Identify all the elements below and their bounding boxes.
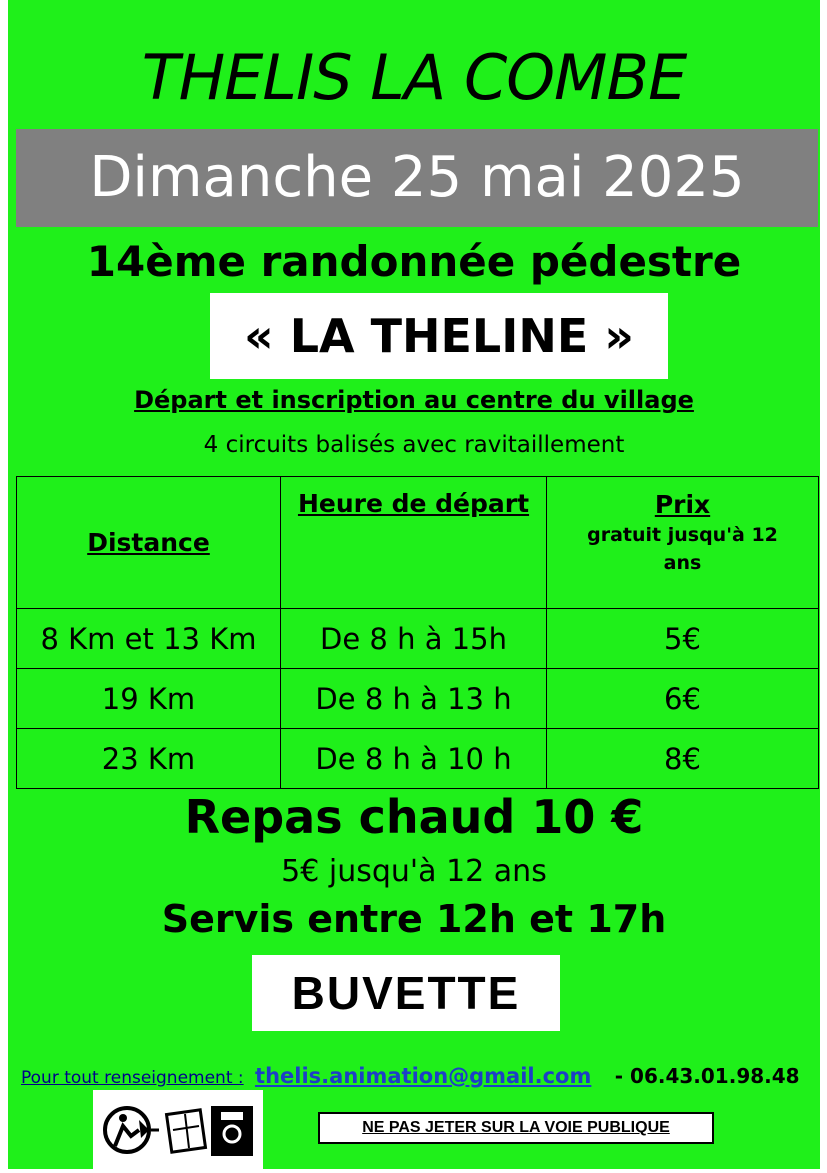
table-row (17, 729, 819, 789)
row-heure: De 8 h à 10 h (281, 729, 547, 789)
header-prix-cell (547, 477, 819, 609)
row-heure: De 8 h à 13 h (281, 669, 547, 729)
triman-icon-graphic (93, 1090, 263, 1169)
row-distance: 19 Km (17, 669, 281, 729)
table-header-row (17, 477, 819, 609)
table-row (17, 609, 819, 669)
start-info: Départ et inscription au centre du village (134, 386, 694, 414)
row-heure: De 8 h à 15h (281, 609, 547, 669)
routes-table (16, 476, 819, 789)
buvette-label: BUVETTE (252, 955, 560, 1031)
meal-title: Repas chaud 10 € (184, 790, 644, 844)
contact-phone: - 06.43.01.98.48 (614, 1064, 800, 1088)
row-distance: 23 Km (17, 729, 281, 789)
header-distance: Distance (17, 477, 281, 609)
row-distance: 8 Km et 13 Km (17, 609, 281, 669)
triman-recycling-icon (93, 1090, 263, 1169)
meal-child-price: 5€ jusqu'à 12 ans (281, 854, 547, 889)
header-prix: Prix (654, 490, 711, 519)
circuits-info: 4 circuits balisés avec ravitaillement (203, 432, 625, 458)
event-date: Dimanche 25 mai 2025 (16, 129, 818, 227)
contact-line (21, 1062, 821, 1092)
contact-email-link[interactable]: thelis.animation@gmail.com (255, 1064, 592, 1088)
header-prix-note: gratuit jusqu'à 12 ans (587, 524, 778, 574)
flyer-page (8, 0, 820, 1169)
row-prix: 6€ (547, 669, 819, 729)
meal-served: Servis entre 12h et 17h (161, 897, 667, 941)
notice-box: NE PAS JETER SUR LA VOIE PUBLIQUE (318, 1112, 714, 1144)
row-prix: 5€ (547, 609, 819, 669)
village-title: THELIS LA COMBE (141, 41, 687, 114)
header-heure: Heure de départ (281, 477, 547, 609)
contact-label: Pour tout renseignement : (21, 1068, 244, 1088)
table-row (17, 669, 819, 729)
row-prix: 8€ (547, 729, 819, 789)
event-subtitle: 14ème randonnée pédestre (86, 237, 742, 286)
event-name: « LA THELINE » (210, 293, 668, 379)
